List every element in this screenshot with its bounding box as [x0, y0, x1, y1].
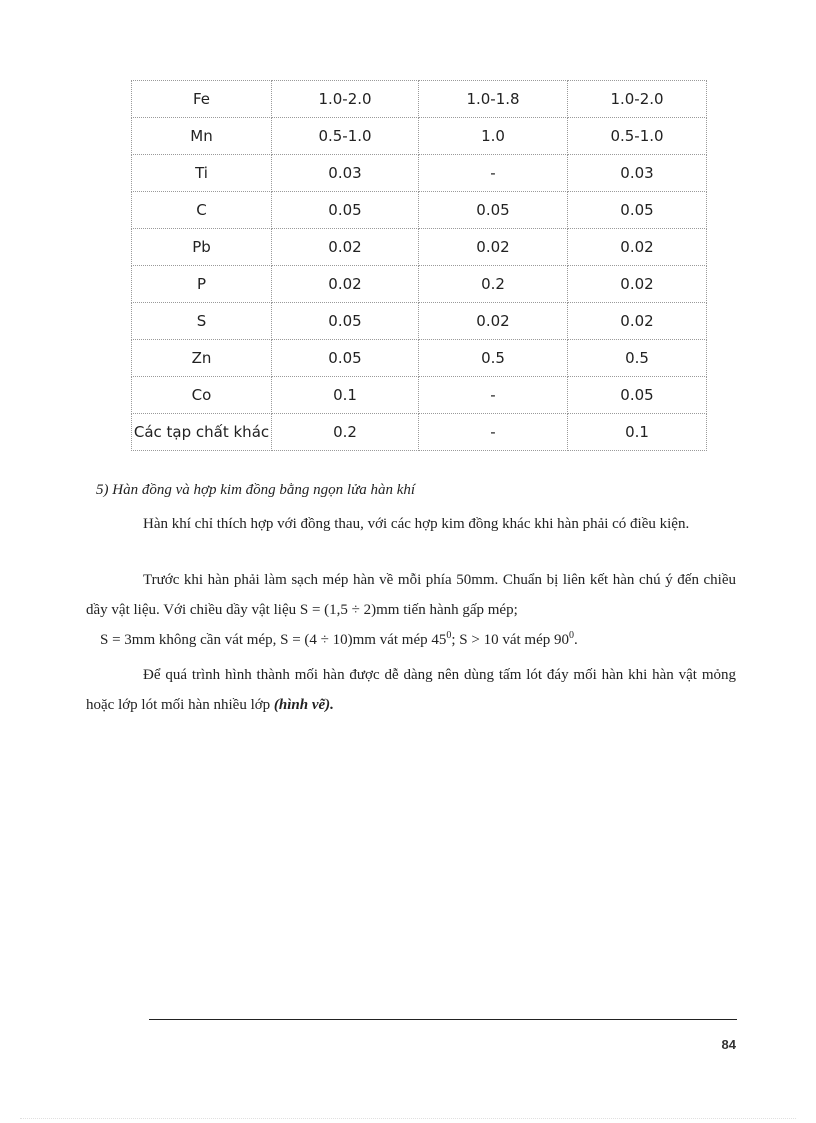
value-cell: 0.05: [272, 340, 419, 377]
element-cell: P: [132, 266, 272, 303]
value-cell: 0.05: [568, 192, 707, 229]
degree-sup-2: 0: [569, 630, 574, 641]
value-cell: 0.02: [419, 229, 568, 266]
value-cell: 0.1: [272, 377, 419, 414]
value-cell: 1.0-1.8: [419, 81, 568, 118]
table-row: [132, 118, 707, 155]
value-cell: 0.03: [568, 155, 707, 192]
element-cell: Mn: [132, 118, 272, 155]
table-row: [132, 414, 707, 451]
table-row: [132, 229, 707, 266]
element-cell: Các tạp chất khác: [132, 414, 272, 451]
value-cell: 0.02: [568, 303, 707, 340]
value-cell: 0.05: [568, 377, 707, 414]
paragraph-3: [86, 660, 736, 720]
bevel-text-c: .: [574, 632, 578, 648]
table-row: [132, 377, 707, 414]
element-cell: Ti: [132, 155, 272, 192]
table-row: [132, 266, 707, 303]
bevel-text-a: S = 3mm không cần vát mép, S = (4 ÷ 10)mm vát mép 45: [100, 632, 447, 648]
element-cell: S: [132, 303, 272, 340]
value-cell: 0.2: [272, 414, 419, 451]
table-row: [132, 155, 707, 192]
value-cell: 0.5: [419, 340, 568, 377]
value-cell: 0.05: [419, 192, 568, 229]
section-heading: 5) Hàn đồng và hợp kim đồng bằng ngọn lửa hàn khí: [96, 482, 416, 498]
value-cell: 0.02: [419, 303, 568, 340]
table-body: [132, 81, 707, 451]
composition-table: [131, 80, 707, 451]
table-row: [132, 81, 707, 118]
table-row: [132, 340, 707, 377]
page-number: 84: [721, 1037, 736, 1052]
page-edge-divider: [20, 1118, 796, 1119]
value-cell: -: [419, 377, 568, 414]
paragraph-1: [86, 509, 736, 539]
value-cell: 0.02: [272, 229, 419, 266]
table-row: [132, 303, 707, 340]
value-cell: -: [419, 155, 568, 192]
value-cell: 0.02: [272, 266, 419, 303]
element-cell: Zn: [132, 340, 272, 377]
footer-rule: [149, 1019, 737, 1020]
paragraph-3-end: .: [330, 697, 334, 713]
value-cell: -: [419, 414, 568, 451]
value-cell: 1.0-2.0: [568, 81, 707, 118]
value-cell: 0.2: [419, 266, 568, 303]
element-cell: Co: [132, 377, 272, 414]
value-cell: 0.02: [568, 266, 707, 303]
value-cell: 0.05: [272, 303, 419, 340]
figure-reference: (hình vẽ): [273, 697, 331, 713]
paragraph-1-text: Hàn khí chỉ thích hợp với đồng thau, với các hợp kim đồng khác khi hàn phải có điều kiện.: [143, 516, 690, 532]
element-cell: C: [132, 192, 272, 229]
element-cell: Pb: [132, 229, 272, 266]
bevel-text-b: ; S > 10 vát mép 90: [451, 632, 569, 648]
value-cell: 0.03: [272, 155, 419, 192]
paragraph-2-text: Trước khi hàn phải làm sạch mép hàn về mỗi phía 50mm. Chuẩn bị liên kết hàn chú ý đến chiều dầy vật liệu. Với chiều dầy vật liệu S = (1,5 ÷ 2)mm tiến hành gấp mép;: [86, 572, 736, 618]
value-cell: 0.1: [568, 414, 707, 451]
value-cell: 0.5: [568, 340, 707, 377]
value-cell: 0.02: [568, 229, 707, 266]
value-cell: 1.0-2.0: [272, 81, 419, 118]
value-cell: 1.0: [419, 118, 568, 155]
paragraph-2: [86, 565, 736, 625]
table-row: [132, 192, 707, 229]
element-cell: Fe: [132, 81, 272, 118]
paragraph-2-last-line: [100, 630, 578, 649]
value-cell: 0.5-1.0: [272, 118, 419, 155]
value-cell: 0.05: [272, 192, 419, 229]
value-cell: 0.5-1.0: [568, 118, 707, 155]
paragraph-3-text: Để quá trình hình thành mối hàn được dễ dàng nên dùng tấm lót đáy mối hàn khi hàn vật mỏng hoặc lớp lót mối hàn nhiều lớp: [86, 667, 736, 713]
composition-table-container: [131, 80, 706, 451]
degree-sup-1: 0: [446, 630, 452, 641]
